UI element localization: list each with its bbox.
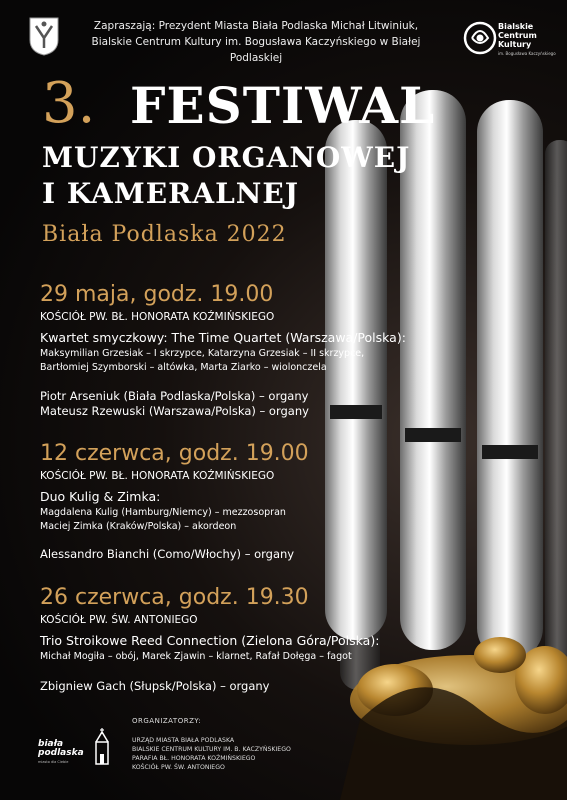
event-1-performer-2: Mateusz Rzewuski (Warszawa/Polska) – organy — [40, 404, 309, 418]
bck-logo-subtitle: im. Bogusława Kaczyńskiego — [498, 51, 556, 56]
bp-logo-text2: podlaska — [38, 748, 84, 758]
organizer-line-4: KOŚCIÓŁ PW. ŚW. ANTONIEGO — [132, 764, 225, 771]
event-3-performer-1: Zbigniew Gach (Słupsk/Polska) – organy — [40, 679, 270, 693]
bp-logo-subtitle: miasto dla Ciebie — [38, 760, 69, 764]
festival-subtitle-line2: I KAMERALNEJ — [42, 177, 299, 210]
event-2-detail-2: Maciej Zimka (Kraków/Polska) – akordeon — [40, 521, 237, 532]
top-organizers-line1: Zapraszają: Prezydent Miasta Biała Podlaska Michał Litwiniuk, — [93, 20, 419, 32]
organizer-line-1: URZĄD MIASTA BIAŁA PODLASKA — [132, 737, 235, 744]
festival-city-year: Biała Podlaska 2022 — [42, 222, 287, 247]
bp-logo-text1: biała — [38, 739, 64, 749]
organizer-line-2: BIALSKIE CENTRUM KULTURY IM. B. KACZYŃSKIEGO — [132, 746, 291, 753]
event-2-performer-1: Alessandro Bianchi (Como/Włochy) – organy — [40, 547, 295, 561]
event-1-detail-2: Bartłomiej Szymborski – altówka, Marta Ziarko – wiolonczela — [40, 362, 327, 373]
event-2-detail-1: Magdalena Kulig (Hamburg/Niemcy) – mezzosopran — [40, 507, 286, 518]
event-3-date: 26 czerwca, godz. 19.30 — [40, 585, 309, 610]
event-1-detail-1: Maksymilian Grzesiak – I skrzypce, Katarzyna Grzesiak – II skrzypce, — [40, 348, 365, 359]
event-1-performer-1: Piotr Arseniuk (Biała Podlaska/Polska) – organy — [40, 389, 309, 403]
bck-logo-line3: Kultury — [498, 40, 532, 49]
edition-number: 3. — [42, 71, 96, 136]
event-3-detail-1: Michał Mogiła – obój, Marek Zjawin – klarnet, Rafał Dołęga – fagot — [40, 651, 352, 662]
festival-subtitle-line1: MUZYKI ORGANOWEJ — [42, 141, 411, 174]
event-3-place: KOŚCIÓŁ PW. ŚW. ANTONIEGO — [40, 614, 198, 626]
biala-podlaska-logo — [38, 740, 84, 758]
organizer-line-3: PARAFIA BŁ. HONORATA KOŹMIŃSKIEGO — [132, 755, 256, 762]
event-1-place: KOŚCIÓŁ PW. BŁ. HONORATA KOŹMIŃSKIEGO — [40, 311, 275, 323]
event-2-place: KOŚCIÓŁ PW. BŁ. HONORATA KOŹMIŃSKIEGO — [40, 470, 275, 482]
event-2-headline: Duo Kulig & Zimka: — [40, 489, 161, 504]
festival-title: FESTIWAL — [130, 76, 436, 135]
bck-logo-text — [498, 22, 537, 49]
top-organizers — [66, 18, 446, 66]
city-crest-icon — [28, 16, 60, 56]
event-3-headline: Trio Stroikowe Reed Connection (Zielona Góra/Polska): — [40, 633, 380, 648]
event-1-date: 29 maja, godz. 19.00 — [40, 282, 274, 307]
organizers-label: ORGANIZATORZY: — [132, 717, 202, 725]
bck-logo-line1: Bialskie — [498, 22, 534, 31]
top-organizers-line2: Bialskie Centrum Kultury im. Bogusława Kaczyńskiego w Białej Podlaskiej — [91, 36, 421, 64]
event-1-headline: Kwartet smyczkowy: The Time Quartet (Warszawa/Polska): — [40, 330, 406, 345]
church-logo-icon — [86, 728, 118, 768]
event-2-date: 12 czerwca, godz. 19.00 — [40, 441, 309, 466]
bck-logo-line2: Centrum — [498, 31, 537, 40]
